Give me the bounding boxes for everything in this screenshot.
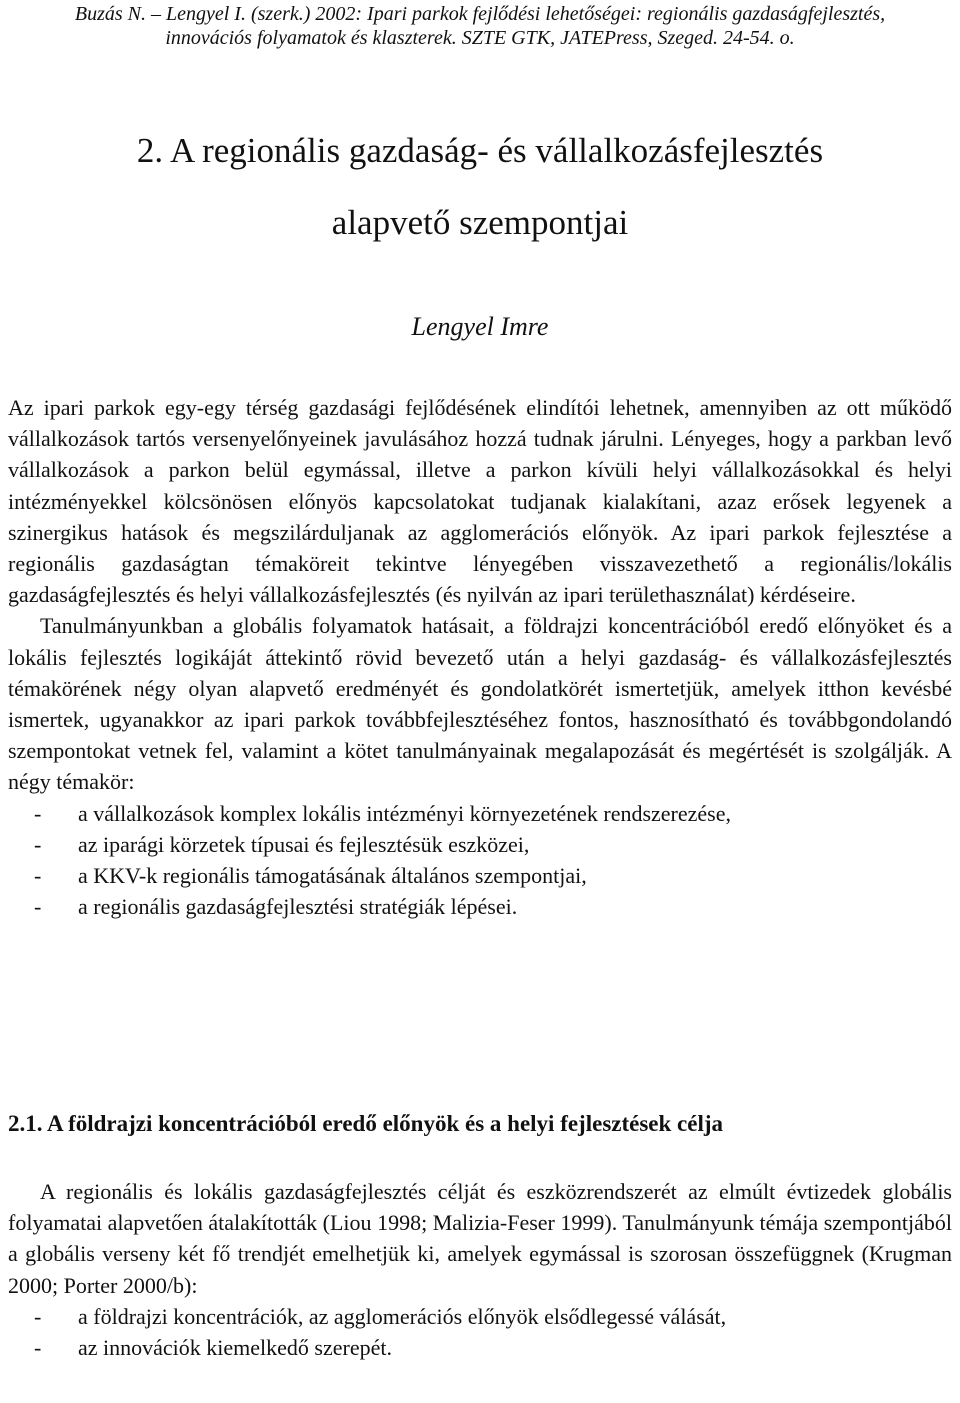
list-item-text: a vállalkozások komplex lokális intézményi környezetének rendszerezése, [78,800,732,826]
list-item [8,1332,952,1363]
section-body [8,1176,952,1363]
list-item [8,860,952,891]
citation-line-2: innovációs folyamatok és klaszterek. SZTE GTK, JATEPress, Szeged. 24-54. o. [165,27,795,49]
list-item [8,1301,952,1332]
section-2-1 [8,1108,952,1363]
list-dash: - [34,1303,42,1329]
chapter-title-line-2: alapvető szempontjai [331,203,629,242]
list-item-text: az iparági körzetek típusai és fejlesztésük eszközei, [78,831,530,857]
list-item [8,798,952,829]
citation-line-1: Buzás N. – Lengyel I. (szerk.) 2002: Ipari parkok fejlődési lehetőségei: regionális gazdaságfejlesztés, [74,3,886,25]
topic-list [8,798,952,923]
trend-list [8,1301,952,1363]
list-item-text: a regionális gazdaságfejlesztési stratégiák lépései. [78,894,518,920]
list-dash: - [34,800,42,826]
list-dash: - [34,831,42,857]
chapter-title [0,115,960,259]
list-item [8,891,952,922]
list-dash: - [34,863,42,889]
section-heading: 2.1. A földrajzi koncentrációból eredő előnyök és a helyi fejlesztések célja [8,1111,724,1136]
list-item-text: a földrajzi koncentrációk, az agglomerációs előnyök elsődlegessé válását, [78,1303,727,1329]
list-dash: - [34,894,42,920]
list-dash: - [34,1335,42,1361]
intro-section [8,392,952,922]
citation-header [0,2,960,50]
intro-paragraph-1: Az ipari parkok egy-egy térség gazdasági fejlődésének elindítói lehetnek, amennyiben az ott működő vállalkozások tartós versenyelőnyeinek javulásához hozzá tudnak járulni. Lényeges, hogy a parkban levő vállalkozások a parkon belül egymással, illetve a parkon kívüli helyi vállalkozásokkal és helyi intézményekkel kölcsönösen előnyös kapcsolatokat tudjanak kialakítani, azaz erősek legyenek a szinergikus hatások és megszilárduljanak az agglomerációs előnyök. Az ipari parkok fejlesztése a regionális gazdaságtan témaköreit tekintve lényegében visszavezethető a regionális/lokális gazdaságfejlesztés és helyi vállalkozásfejlesztés (és nyilván az ipari területhasználat) kérdéseire. [8,395,952,608]
list-item [8,829,952,860]
intro-paragraph-2: Tanulmányunkban a globális folyamatok hatásait, a földrajzi koncentrációból eredő előnyöket és a lokális fejlesztés logikáját áttekintő rövid bevezető után a helyi gazdaság- és vállalkozásfejlesztés témakörének négy olyan alapvető eredményét és gondolatkörét ismertetjük, amelyek itthon kevésbé ismertek, ugyanakkor az ipari parkok továbbfejlesztéséhez fontos, hasznosítható és továbbgondolandó szempontokat vetnek fel, valamint a kötet tanulmányainak megalapozását és megértését is szolgálják. A négy témakör: [8,613,952,795]
section-paragraph-1: A regionális és lokális gazdaságfejlesztés célját és eszközrendszerét az elmúlt évtizedek globális folyamatai alapvetően átalakították (Liou 1998; Malizia-Feser 1999). Tanulmányunk témája szempontjából a globális verseny két fő trendjét emelhetjük ki, amelyek egymással is szorosan összefüggnek (Krugman 2000; Porter 2000/b): [8,1179,952,1298]
list-item-text: a KKV-k regionális támogatásának általános szempontjai, [78,863,587,889]
list-item-text: az innovációk kiemelkedő szerepét. [78,1335,392,1361]
chapter-title-line-1: 2. A regionális gazdaság- és vállalkozásfejlesztés [136,131,824,170]
author-name: Lengyel Imre [411,312,549,341]
